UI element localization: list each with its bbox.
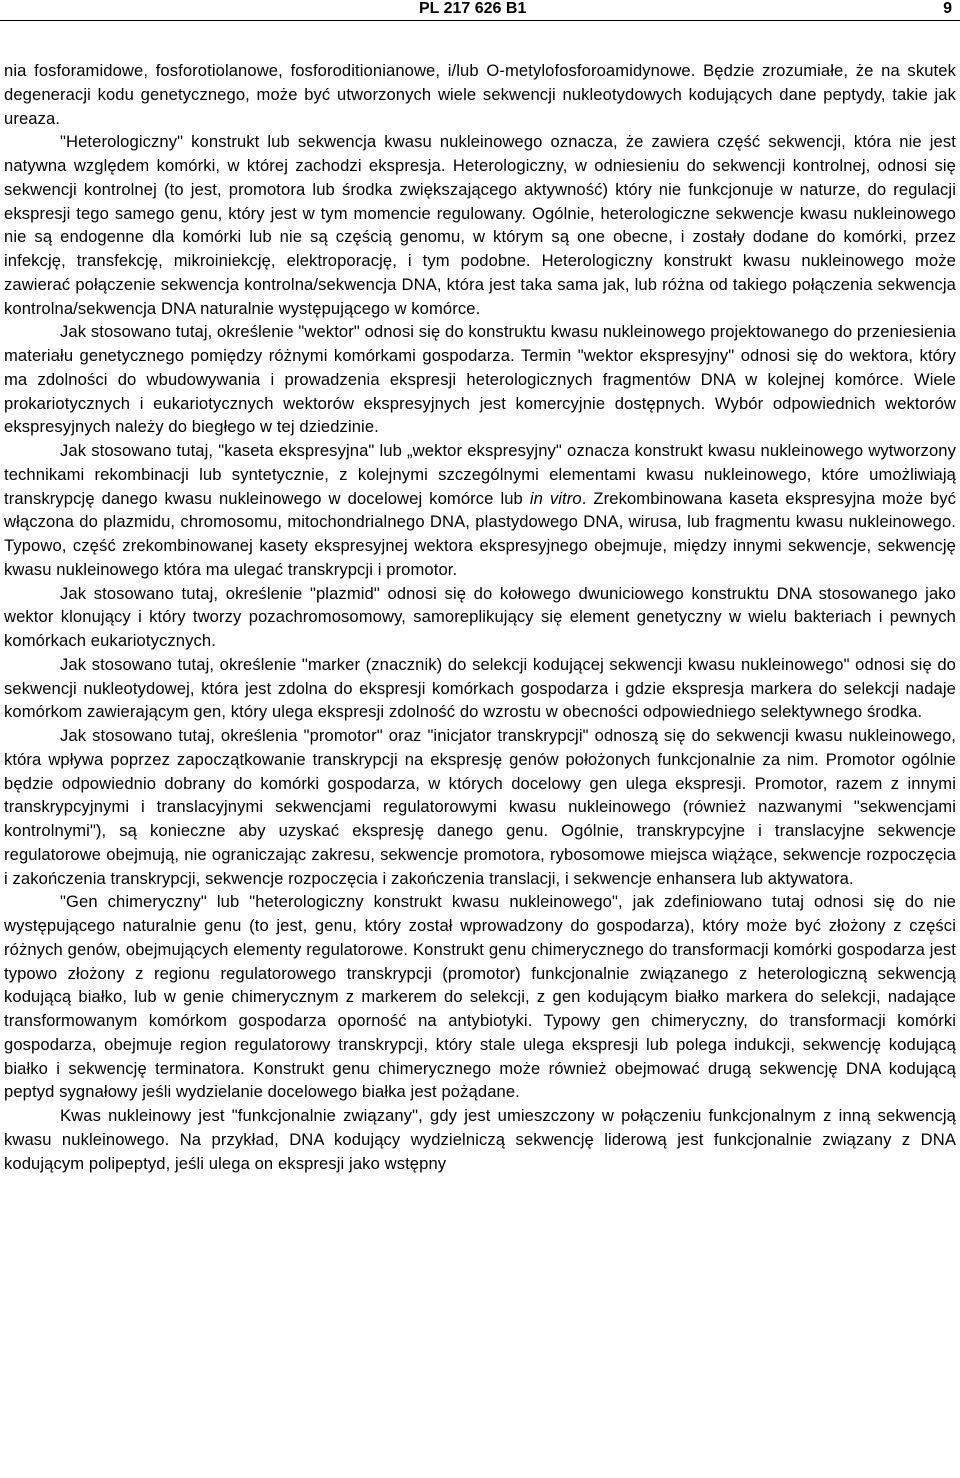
header-divider (0, 20, 960, 21)
paragraph-vector: Jak stosowano tutaj, określenie "wektor" odnosi się do konstruktu kwasu nukleinowego projektowanego do przeniesienia materiału genetycznego pomiędzy różnymi komórkami gospodarza. Termin "wektor ekspresyjny" odnosi się do wektora, który ma zdolności do wbudowywania i prowadzenia ekspresji heterologicznych fragmentów DNA w kolejnej komórce. Wiele prokariotycznych i eukariotycznych wektorów ekspresyjnych jest komercyjnie dostępnych. Wybór odpowiednich wektorów ekspresyjnych należy do biegłego w tej dziedzinie. (4, 322, 956, 437)
paragraph-expression-cassette (4, 439, 956, 582)
paragraph-plasmid: Jak stosowano tutaj, określenie "plazmid" odnosi się do kołowego dwuniciowego konstruktu DNA stosowanego jako wektor klonujący i który tworzy pozachromosomowy, samoreplikujący się element genetyczny w wielu bakteriach i pewnych komórkach eukariotycznych. (4, 583, 956, 650)
paragraph-heterologous: "Heterologiczny" konstrukt lub sekwencja kwasu nukleinowego oznacza, że zawiera część sekwencji, która nie jest natywna względem komórki, w której zachodzi ekspresja. Heterologiczny, w odniesieniu do sekwencji kontrolnej, odnosi się sekwencji kontrolnej (to jest, promotora lub środka zwiększającego aktywność) który nie funkcjonuje w naturze, do regulacji ekspresji tego samego genu, który jest w tym momencie regulowany. Ogólnie, heterologiczne sekwencje kwasu nukleinowego nie są endogenne dla komórki lub nie są częścią genomu, w którym są one obecne, i zostały dodane do komórki, przez infekcję, transfekcję, mikroiniekcję, elektroporację, i tym podobne. Heterologiczny konstrukt kwasu nukleinowego może zawierać połączenie sekwencja kontrolna/sekwencja DNA, która jest taka sama jak, lub różna od takiego połączenia sekwencja kontrolna/sekwencja DNA naturalnie występującego w komórce. (4, 132, 956, 318)
paragraph-chimeric-gene: "Gen chimeryczny" lub "heterologiczny konstrukt kwasu nukleinowego", jak zdefiniowano tutaj odnosi się do nie występującego naturalnie genu (to jest, genu, który został wprowadzony do gospodarza), który może być złożony z części różnych genów, obejmujących elementy regulatorowe. Konstrukt genu chimerycznego do transformacji komórki gospodarza jest typowo złożony z regionu regulatorowego transkrypcji (promotor) funkcjonalnie związanego z heterologiczną sekwencją kodującą białko, lub w genie chimerycznym z markerem do selekcji, z gen kodującym białko markera do selekcji, nadające transformowanym komórkom gospodarza oporność na antybiotyki. Typowy gen chimeryczny, do transformacji komórki gospodarza, obejmuje region regulatorowy transkrypcji, który stale ulega ekspresji lub polega indukcji, sekwencję kodującą białko i sekwencję terminatora. Konstrukt genu chimerycznego może również obejmować drugą sekwencję DNA kodującą peptyd sygnałowy jeśli wydzielanie docelowego białka jest pożądane. (4, 892, 956, 1102)
expression-cassette-text-b: . Zrekombinowana kaseta ekspresyjna może być włączona do plazmidu, chromosomu, mitochondrialnego DNA, plastydowego DNA, wirusa, lub fragmentu kwasu nukleinowego. Typowo, część zrekombinowanej kasety ekspresyjnej wektora ekspresyjnego obejmuje, między innymi sekwencje, sekwencję kwasu nukleinowego która ma ulegać transkrypcji i promotor. (4, 488, 956, 579)
paragraph-selection-marker: Jak stosowano tutaj, określenie "marker (znacznik) do selekcji kodującej sekwencji kwasu nukleinowego" odnosi się do sekwencji nukleotydowej, która jest zdolna do ekspresji komórkach gospodarza i gdzie ekspresja markera do selekcji nadaje komórkom zawierającym gen, który ulega ekspresji zdolność do wzrostu w obecności odpowiedniego selektywnego środka. (4, 654, 956, 722)
paragraph-promoter: Jak stosowano tutaj, określenia "promotor" oraz "inicjator transkrypcji" odnoszą się do sekwencji kwasu nukleinowego, która wpływa poprzez zapoczątkowanie transkrypcji na ekspresję genów położonych funkcjonalnie za nim. Promotor ogólnie będzie odpowiednio dobrany do komórki gospodarza, w których docelowy gen ulega ekspresji. Promotor, razem z innymi transkrypcyjnymi i translacyjnymi sekwencjami regulatorowymi kwasu nukleinowego (również nazwanymi "sekwencjami kontrolnymi"), są konieczne aby uzyskać ekspresję danego genu. Ogólnie, transkrypcyjne i translacyjne sekwencje regulatorowe obejmują, nie ograniczając zakresu, sekwencje promotora, rybosomowe miejsca wiążące, sekwencje rozpoczęcia i zakończenia transkrypcji, sekwencje rozpoczęcia i zakończenia translacji, i sekwencje enhansera lub aktywatora. (4, 726, 956, 888)
in-vitro-term: in vitro (529, 488, 582, 508)
patent-number: PL 217 626 B1 (419, 0, 527, 17)
expression-cassette-text-a: Jak stosowano tutaj, "kaseta ekspresyjna" lub „wektor ekspresyjny" oznacza konstrukt kwasu nukleinowego wytworzony technikami rekombinacji lub syntetycznie, z kolejnymi szczególnymi elementami kwasu nukleinowego, które umożliwiają transkrypcję danego kwasu nukleinowego w docelowej komórce lub (4, 441, 956, 508)
page-header (0, 0, 960, 24)
paragraph-operably-linked: Kwas nukleinowy jest "funkcjonalnie związany", gdy jest umieszczony w połączeniu funkcjonalnym z inną sekwencją kwasu nukleinowego. Na przykład, DNA kodujący wydzielniczą sekwencję liderową jest funkcjonalnie związany z DNA kodującym polipeptyd, jeśli ulega on ekspresji jako wstępny (4, 1106, 956, 1173)
paragraph-continuation: nia fosforamidowe, fosforotiolanowe, fosforoditionianowe, i/lub O-metylofosforoamidynowe. Będzie zrozumiałe, że na skutek degeneracji kodu genetycznego, może być utworzonych wiele sekwencji nukleotydowych kodujących dane peptydy, takie jak ureaza. (4, 61, 956, 128)
document-body (4, 59, 956, 1175)
page-number: 9 (943, 0, 952, 17)
